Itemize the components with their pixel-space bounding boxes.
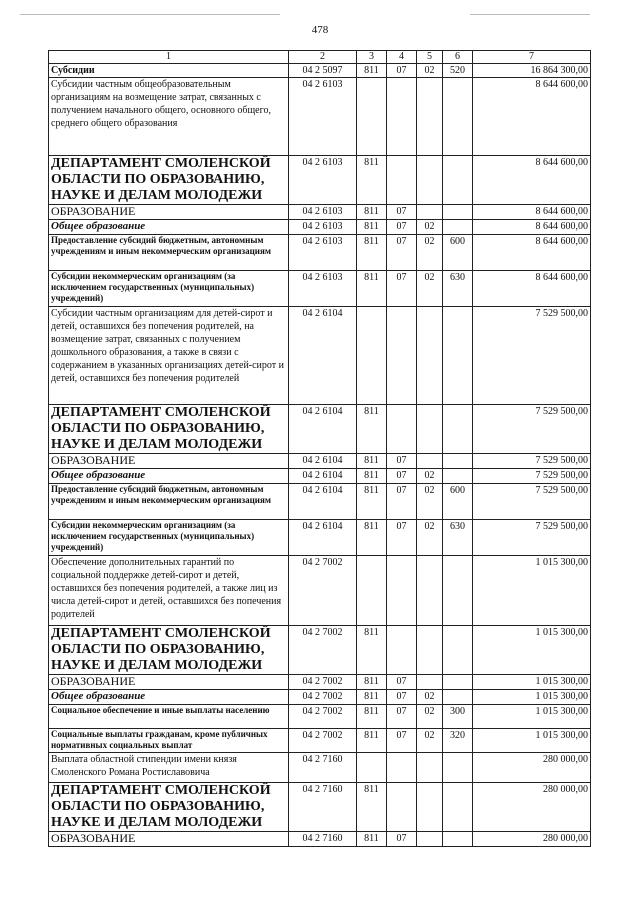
row-cell [357, 753, 387, 783]
row-cell: 7 529 500,00 [473, 520, 591, 556]
row-cell [443, 405, 473, 454]
row-cell [443, 205, 473, 220]
row-cell [417, 626, 443, 675]
row-cell: 8 644 600,00 [473, 156, 591, 205]
page-number: 478 [311, 24, 329, 36]
row-cell [443, 626, 473, 675]
table-row [49, 78, 591, 156]
row-cell: 02 [417, 690, 443, 705]
row-cell [443, 454, 473, 469]
row-label: ДЕПАРТАМЕНТ СМОЛЕНСКОЙ ОБЛАСТИ ПО ОБРАЗОВАНИЮ, НАУКЕ И ДЕЛАМ МОЛОДЕЖИ [49, 156, 289, 205]
table-row [49, 205, 591, 220]
table-row [49, 705, 591, 729]
row-cell: 16 864 300,00 [473, 64, 591, 78]
column-header: 4 [387, 51, 417, 64]
row-cell: 07 [387, 729, 417, 753]
row-cell: 8 644 600,00 [473, 220, 591, 235]
table-row [49, 783, 591, 832]
row-label: Субсидии частным общеобразовательным организациям на возмещение затрат, связанных с получением начального общего, основного общего, среднего общего образования [49, 78, 289, 156]
table-row [49, 64, 591, 78]
row-label: Общее образование [49, 469, 289, 484]
row-cell: 07 [387, 220, 417, 235]
row-cell: 04 2 7160 [289, 832, 357, 847]
row-cell: 04 2 6103 [289, 271, 357, 307]
row-cell [387, 753, 417, 783]
row-cell: 07 [387, 484, 417, 520]
row-cell: 07 [387, 675, 417, 690]
row-cell: 811 [357, 832, 387, 847]
row-cell [387, 307, 417, 405]
table-row [49, 690, 591, 705]
row-cell: 02 [417, 484, 443, 520]
row-label: ОБРАЗОВАНИЕ [49, 832, 289, 847]
row-label: Субсидии частным организациям для детей-сирот и детей, оставшихся без попечения родителей, на возмещение затрат, связанных с получением дошкольного образования, а также в связи с содержанием в указанных организациях детей-сирот и детей, оставшихся без попечения родителей [49, 307, 289, 405]
row-cell: 02 [417, 520, 443, 556]
row-cell [443, 783, 473, 832]
budget-table [48, 50, 591, 847]
row-cell: 07 [387, 454, 417, 469]
row-cell: 02 [417, 235, 443, 271]
row-label: Выплата областной стипендии имени князя Смоленского Романа Ростиславовича [49, 753, 289, 783]
row-cell [443, 753, 473, 783]
row-cell [417, 205, 443, 220]
row-cell: 1 015 300,00 [473, 729, 591, 753]
row-cell: 02 [417, 705, 443, 729]
row-cell: 04 2 6104 [289, 520, 357, 556]
row-cell: 600 [443, 484, 473, 520]
row-label: Обеспечение дополнительных гарантий по социальной поддержке детей-сирот и детей, оставшихся без попечения родителей, а также лиц из числа детей-сирот и детей, оставшихся без попечения родителей [49, 556, 289, 626]
row-cell: 07 [387, 205, 417, 220]
row-cell: 02 [417, 729, 443, 753]
row-cell: 07 [387, 832, 417, 847]
row-cell: 7 529 500,00 [473, 484, 591, 520]
row-cell: 07 [387, 271, 417, 307]
row-cell: 04 2 6104 [289, 405, 357, 454]
table-row [49, 753, 591, 783]
row-cell: 630 [443, 520, 473, 556]
row-cell: 300 [443, 705, 473, 729]
row-cell [443, 220, 473, 235]
column-header: 2 [289, 51, 357, 64]
row-cell: 811 [357, 235, 387, 271]
table-row [49, 729, 591, 753]
row-cell [443, 556, 473, 626]
row-label: ДЕПАРТАМЕНТ СМОЛЕНСКОЙ ОБЛАСТИ ПО ОБРАЗОВАНИЮ, НАУКЕ И ДЕЛАМ МОЛОДЕЖИ [49, 626, 289, 675]
row-cell: 07 [387, 705, 417, 729]
row-cell [417, 675, 443, 690]
row-cell: 04 2 7002 [289, 626, 357, 675]
row-cell [443, 156, 473, 205]
row-cell: 811 [357, 469, 387, 484]
row-cell: 8 644 600,00 [473, 235, 591, 271]
row-cell [387, 556, 417, 626]
table-row [49, 405, 591, 454]
table-row [49, 307, 591, 405]
row-cell [387, 626, 417, 675]
row-cell: 04 2 6104 [289, 307, 357, 405]
row-cell: 07 [387, 64, 417, 78]
row-cell: 811 [357, 220, 387, 235]
row-cell: 1 015 300,00 [473, 556, 591, 626]
row-cell [417, 454, 443, 469]
row-cell: 630 [443, 271, 473, 307]
row-cell [387, 783, 417, 832]
row-cell [417, 405, 443, 454]
row-cell: 811 [357, 705, 387, 729]
row-cell [417, 307, 443, 405]
row-cell: 8 644 600,00 [473, 78, 591, 156]
row-cell [387, 156, 417, 205]
row-cell [417, 156, 443, 205]
row-cell: 1 015 300,00 [473, 705, 591, 729]
row-label: ОБРАЗОВАНИЕ [49, 454, 289, 469]
row-cell: 280 000,00 [473, 753, 591, 783]
column-header: 1 [49, 51, 289, 64]
row-cell: 811 [357, 520, 387, 556]
row-cell: 7 529 500,00 [473, 469, 591, 484]
row-cell: 04 2 7002 [289, 690, 357, 705]
row-cell [387, 78, 417, 156]
row-label: Субсидии некоммерческим организациям (за исключением государственных (муниципальных) учреждений) [49, 520, 289, 556]
row-cell [443, 307, 473, 405]
column-header: 5 [417, 51, 443, 64]
table-row [49, 454, 591, 469]
row-cell: 04 2 7002 [289, 675, 357, 690]
row-label: ДЕПАРТАМЕНТ СМОЛЕНСКОЙ ОБЛАСТИ ПО ОБРАЗОВАНИЮ, НАУКЕ И ДЕЛАМ МОЛОДЕЖИ [49, 783, 289, 832]
row-cell [443, 832, 473, 847]
row-cell [443, 690, 473, 705]
row-cell: 320 [443, 729, 473, 753]
row-cell [443, 78, 473, 156]
row-cell: 04 2 6103 [289, 156, 357, 205]
row-label: ОБРАЗОВАНИЕ [49, 675, 289, 690]
row-cell: 7 529 500,00 [473, 405, 591, 454]
table-row [49, 156, 591, 205]
row-cell [417, 78, 443, 156]
row-cell: 8 644 600,00 [473, 205, 591, 220]
table-row [49, 469, 591, 484]
table-header-row [49, 51, 591, 64]
scan-artifact [20, 14, 280, 15]
table-row [49, 832, 591, 847]
table-row [49, 220, 591, 235]
row-cell [417, 753, 443, 783]
row-label: ОБРАЗОВАНИЕ [49, 205, 289, 220]
row-cell: 04 2 7002 [289, 729, 357, 753]
row-cell: 811 [357, 484, 387, 520]
row-label: Субсидии некоммерческим организациям (за исключением государственных (муниципальных) учреждений) [49, 271, 289, 307]
row-cell: 811 [357, 675, 387, 690]
row-cell: 04 2 6104 [289, 484, 357, 520]
row-cell: 520 [443, 64, 473, 78]
row-cell: 280 000,00 [473, 832, 591, 847]
row-label: Предоставление субсидий бюджетным, автономным учреждениям и иным некоммерческим организациям [49, 235, 289, 271]
row-cell [357, 307, 387, 405]
table-row [49, 520, 591, 556]
row-cell [417, 832, 443, 847]
row-label: ДЕПАРТАМЕНТ СМОЛЕНСКОЙ ОБЛАСТИ ПО ОБРАЗОВАНИЮ, НАУКЕ И ДЕЛАМ МОЛОДЕЖИ [49, 405, 289, 454]
row-cell: 7 529 500,00 [473, 454, 591, 469]
row-cell [443, 469, 473, 484]
row-cell: 811 [357, 205, 387, 220]
table-row [49, 556, 591, 626]
row-label: Предоставление субсидий бюджетным, автономным учреждениям и иным некоммерческим организациям [49, 484, 289, 520]
row-cell: 811 [357, 690, 387, 705]
table-row [49, 235, 591, 271]
row-cell [357, 78, 387, 156]
row-cell [417, 783, 443, 832]
row-cell: 811 [357, 405, 387, 454]
row-cell: 280 000,00 [473, 783, 591, 832]
row-cell [443, 675, 473, 690]
row-label: Социальное обеспечение и иные выплаты населению [49, 705, 289, 729]
row-cell: 02 [417, 469, 443, 484]
row-cell: 1 015 300,00 [473, 690, 591, 705]
row-cell: 04 2 7160 [289, 753, 357, 783]
table-row [49, 626, 591, 675]
row-cell: 07 [387, 235, 417, 271]
table-row [49, 675, 591, 690]
row-cell: 04 2 6103 [289, 235, 357, 271]
row-label: Социальные выплаты гражданам, кроме публичных нормативных социальных выплат [49, 729, 289, 753]
row-cell: 811 [357, 271, 387, 307]
row-cell: 02 [417, 64, 443, 78]
row-cell: 600 [443, 235, 473, 271]
row-cell: 811 [357, 454, 387, 469]
row-cell: 04 2 7002 [289, 556, 357, 626]
row-cell: 07 [387, 690, 417, 705]
row-cell: 811 [357, 783, 387, 832]
row-cell: 1 015 300,00 [473, 675, 591, 690]
row-cell: 04 2 7002 [289, 705, 357, 729]
column-header: 7 [473, 51, 591, 64]
row-cell: 811 [357, 729, 387, 753]
row-cell: 07 [387, 469, 417, 484]
row-cell: 1 015 300,00 [473, 626, 591, 675]
row-cell: 04 2 6104 [289, 469, 357, 484]
column-header: 6 [443, 51, 473, 64]
row-cell: 02 [417, 220, 443, 235]
row-cell: 04 2 7160 [289, 783, 357, 832]
row-cell: 04 2 6103 [289, 78, 357, 156]
row-label: Субсидии [49, 64, 289, 78]
row-cell: 04 2 6104 [289, 454, 357, 469]
table-row [49, 484, 591, 520]
row-cell: 07 [387, 520, 417, 556]
row-cell: 04 2 6103 [289, 220, 357, 235]
row-cell [387, 405, 417, 454]
row-cell: 811 [357, 626, 387, 675]
row-label: Общее образование [49, 690, 289, 705]
row-cell: 04 2 6103 [289, 205, 357, 220]
row-cell [357, 556, 387, 626]
row-cell: 811 [357, 156, 387, 205]
table-row [49, 271, 591, 307]
row-cell [417, 556, 443, 626]
row-label: Общее образование [49, 220, 289, 235]
scan-artifact [470, 14, 590, 15]
row-cell: 8 644 600,00 [473, 271, 591, 307]
column-header: 3 [357, 51, 387, 64]
row-cell: 7 529 500,00 [473, 307, 591, 405]
row-cell: 02 [417, 271, 443, 307]
row-cell: 811 [357, 64, 387, 78]
row-cell: 04 2 5097 [289, 64, 357, 78]
